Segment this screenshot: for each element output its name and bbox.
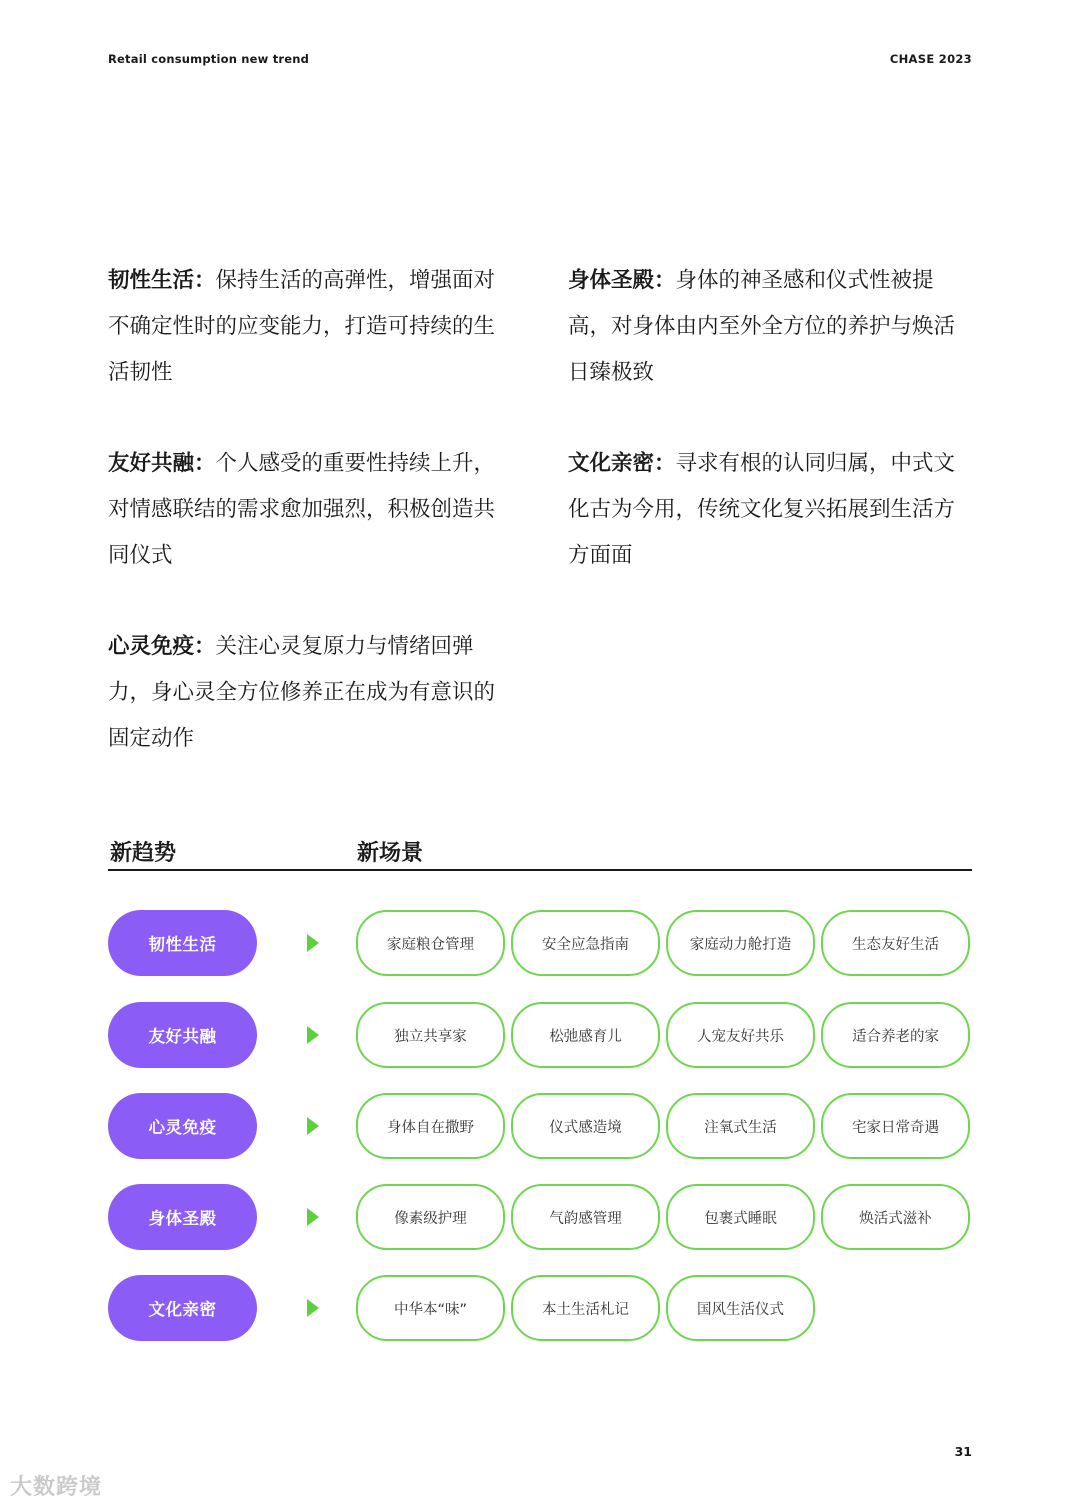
page-number: 31: [954, 1444, 972, 1459]
description-block: [568, 258, 976, 396]
trend-pill: 友好共融: [108, 1002, 257, 1068]
arrow-right-icon: [307, 1117, 319, 1135]
description-term: 身体圣殿：: [568, 268, 676, 293]
scene-pill: 人宠友好共乐: [666, 1002, 815, 1068]
description-term: 韧性生活：: [108, 268, 216, 293]
description-block: [108, 258, 516, 396]
description-text: 保持生活的高弹性，增强面对不确定性时的应变能力，打造可持续的生活韧性: [108, 268, 496, 385]
scene-pill: 家庭粮仓管理: [356, 910, 505, 976]
scene-pill: 像素级护理: [356, 1184, 505, 1250]
trend-pill: 身体圣殿: [108, 1184, 257, 1250]
description-term: 心灵免疫：: [108, 634, 216, 659]
scene-pill: 仪式感造境: [511, 1093, 660, 1159]
scene-pill: 安全应急指南: [511, 910, 660, 976]
description-term: 友好共融：: [108, 451, 216, 476]
description-block: [108, 624, 516, 762]
trend-row: [108, 910, 972, 976]
description-text: 寻求有根的认同归属，中式文化古为今用，传统文化复兴拓展到生活方方面面: [568, 451, 956, 568]
scene-pill: 中华本“味”: [356, 1275, 505, 1341]
column-header-scene: 新场景: [357, 841, 424, 866]
trend-pill: 文化亲密: [108, 1275, 257, 1341]
scene-pill: 生态友好生活: [821, 910, 970, 976]
arrow-right-icon: [307, 1299, 319, 1317]
column-header-trend: 新趋势: [110, 841, 177, 866]
trend-pill: 韧性生活: [108, 910, 257, 976]
arrow-right-icon: [307, 934, 319, 952]
scene-pill: 身体自在撒野: [356, 1093, 505, 1159]
scene-pill: 本土生活札记: [511, 1275, 660, 1341]
scene-pill: 适合养老的家: [821, 1002, 970, 1068]
description-text: 关注心灵复原力与情绪回弹力，身心灵全方位修养正在成为有意识的固定动作: [108, 634, 496, 751]
arrow-right-icon: [307, 1026, 319, 1044]
trend-row: [108, 1275, 972, 1341]
description-text: 身体的神圣感和仪式性被提高，对身体由内至外全方位的养护与焕活日臻极致: [568, 268, 956, 385]
description-text: 个人感受的重要性持续上升，对情感联结的需求愈加强烈，积极创造共同仪式: [108, 451, 496, 568]
scene-pill: 家庭动力舱打造: [666, 910, 815, 976]
header-brand-year: CHASE 2023: [889, 52, 972, 66]
arrow-right-icon: [307, 1208, 319, 1226]
scene-pill: 注氧式生活: [666, 1093, 815, 1159]
description-term: 文化亲密：: [568, 451, 676, 476]
trend-row: [108, 1093, 972, 1159]
scene-pill: 宅家日常奇遇: [821, 1093, 970, 1159]
scene-pill: 气韵感管理: [511, 1184, 660, 1250]
trend-row: [108, 1184, 972, 1250]
header-title: Retail consumption new trend: [108, 52, 310, 66]
scene-pill: 松弛感育儿: [511, 1002, 660, 1068]
description-block: [568, 441, 976, 579]
description-block: [108, 441, 516, 579]
scene-pill: 独立共享家: [356, 1002, 505, 1068]
trend-pill: 心灵免疫: [108, 1093, 257, 1159]
scene-pill: 包裹式睡眠: [666, 1184, 815, 1250]
trend-row: [108, 1002, 972, 1068]
header-divider: [108, 869, 972, 871]
scene-pill: 焕活式滋补: [821, 1184, 970, 1250]
watermark-logo: 大数跨境: [10, 1475, 103, 1500]
scene-pill: 国风生活仪式: [666, 1275, 815, 1341]
